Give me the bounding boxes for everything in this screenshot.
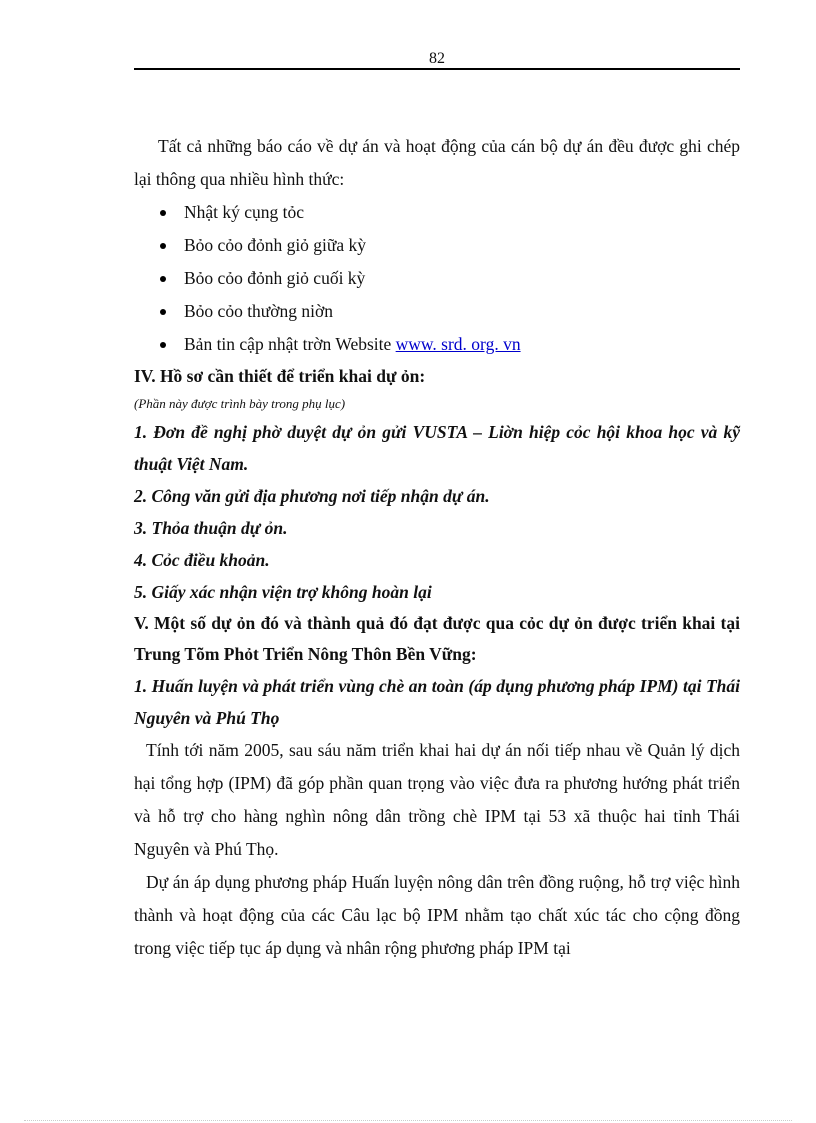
body-paragraph: Tính tới năm 2005, sau sáu năm triển khai hai dự án nối tiếp nhau về Quản lý dịch hại tổng hợp (IPM) đã góp phần quan trọng vào việc đưa ra phương hướng phát triển và hỗ trợ cho hàng nghìn nông dân trồng chè IPM tại 53 xã thuộc hai tỉnh Thái Nguyên và Phú Thọ. — [134, 740, 740, 859]
document-body — [134, 130, 740, 965]
website-link[interactable]: www. srd. org. vn — [395, 334, 521, 354]
bullet-icon — [160, 342, 166, 348]
bullet-icon — [160, 243, 166, 249]
section-v-subheading: 1. Huấn luyện và phát triển vùng chè an toàn (áp dụng phương pháp IPM) tại Thái Nguyên và Phú Thọ — [134, 676, 740, 728]
list-item: Bỏo cỏo đỏnh giỏ cuối kỳ — [160, 262, 740, 295]
page-bottom-rule — [24, 1120, 792, 1121]
list-item: Bỏo cỏo thường niờn — [160, 295, 740, 328]
section-iv-heading: IV. Hồ sơ cần thiết để triển khai dự ỏn: — [134, 366, 426, 386]
list-item: Bỏo cỏo đỏnh giỏ giữa kỳ — [160, 229, 740, 262]
bullet-icon — [160, 309, 166, 315]
body-paragraph: Dự án áp dụng phương pháp Huấn luyện nông dân trên đồng ruộng, hỗ trợ việc hình thành và hoạt động của các Câu lạc bộ IPM nhằm tạo chất xúc tác cho cộng đồng trong việc tiếp tục áp dụng và nhân rộng phương pháp IPM tại — [134, 872, 740, 958]
section-iv-note: (Phần này được trình bày trong phụ lục) — [134, 396, 346, 411]
document-item: 5. Giấy xác nhận viện trợ không hoàn lại — [134, 582, 432, 602]
list-item: Bản tin cập nhật trờn Website www. srd. org. vn — [160, 328, 740, 361]
page-number: 82 — [429, 50, 445, 67]
page-header — [134, 50, 740, 70]
report-types-list — [134, 196, 740, 361]
document-item: 1. Đơn đề nghị phờ duyệt dự ỏn gửi VUSTA – Liờn hiệp cỏc hội khoa học và kỹ thuật Việt Nam. — [134, 422, 740, 474]
bullet-icon — [160, 276, 166, 282]
document-item: 4. Cỏc điều khoản. — [134, 550, 270, 570]
bullet-icon — [160, 210, 166, 216]
list-item: Nhật ký cụng tỏc — [160, 196, 740, 229]
document-item: 2. Công văn gửi địa phương nơi tiếp nhận dự án. — [134, 486, 490, 506]
intro-paragraph: Tất cả những báo cáo về dự án và hoạt động của cán bộ dự án đều được ghi chép lại thông qua nhiều hình thức: — [134, 136, 740, 189]
document-item: 3. Thỏa thuận dự ỏn. — [134, 518, 288, 538]
section-v-heading: V. Một số dự ỏn đó và thành quả đó đạt được qua cỏc dự ỏn được triển khai tại Trung Tõm Phỏt Triển Nông Thôn Bền Vững: — [134, 613, 740, 664]
